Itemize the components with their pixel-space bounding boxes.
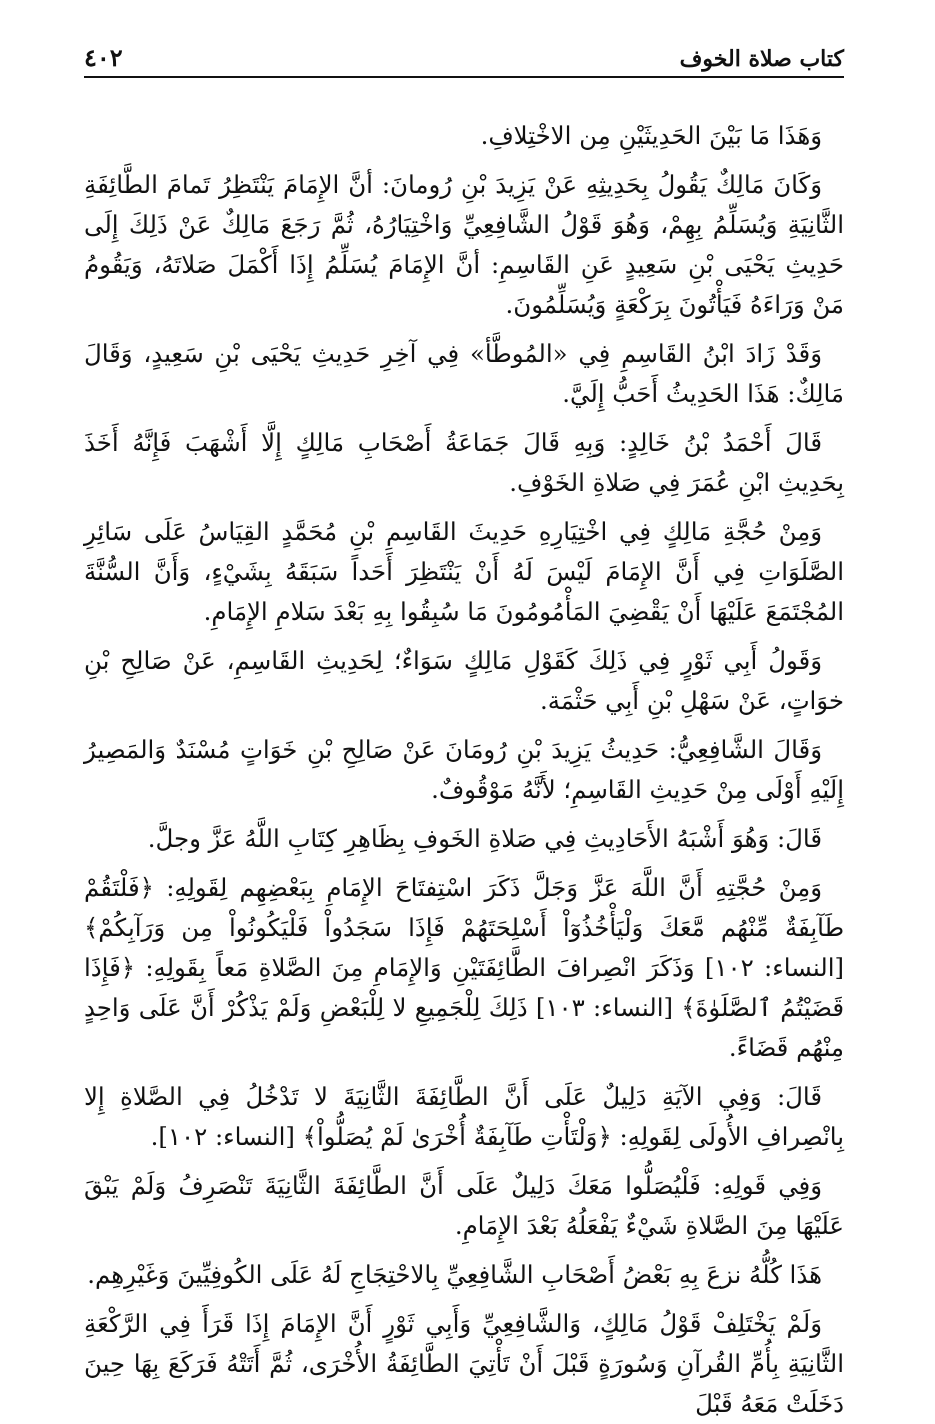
paragraph: هَذَا كُلُّهُ نزعَ بِهِ بَعْضُ أَصْحَابِ الشَّافِعِيِّ بِالاحْتِجَاجِ لَهُ عَلَى الكُوفِيِّينَ وَغَيْرِهِم. [87, 1260, 822, 1289]
document-page [84, 28, 845, 1418]
paragraph: قَالَ أَحْمَدُ بْنُ خَالِدٍ: وَبِهِ قَالَ جَمَاعَةُ أَصْحَابِ مَالِكٍ إِلَّا أَشْهَبَ فَإِنَّهُ أَخَذَ بِحَدِيثِ ابْنِ عُمَرَ فِي صَلاةِ الخَوْفِ. [84, 428, 844, 497]
paragraph: وَكَانَ مَالِكٌ يَقُولُ بِحَدِيثِهِ عَنْ يَزِيدَ بْنِ رُومانَ: أنَّ الإِمَامَ يَنْتَظِرُ تَمامَ الطَّائِفَةِ الثَّانِيَةِ وَيُسَلِّمُ بِهِمْ، وَهُوَ قَوْلُ الشَّافِعِيِّ وَاخْتِيَارُهُ، ثُمَّ رَجَعَ مَالِكٌ عَنْ ذَلِكَ إِلَى حَدِيثِ يَحْيَى بْنِ سَعِيدٍ عَنِ القَاسِمِ: أنَّ الإِمَامَ يُسَلِّمُ إِذَا أَكْمَلَ صَلاتَهُ، وَيَقُومُ مَنْ وَرَاءَهُ فَيَأْتُونَ بِرَكْعَةٍ وَيُسَلِّمُونَ. [84, 170, 844, 319]
paragraph: قَالَ: وَفِي الآيَةِ دَلِيلٌ عَلَى أَنَّ الطَّائِفَةَ الثَّانِيَةَ لا تَدْخُلُ فِي الصَّلاةِ إِلا بِانْصِرافِ الأُولَى لِقَولِهِ: ﴿وَلْتَأْتِ طَآبِفَةٌ أُخْرَىٰ لَمْ يُصَلُّواْ﴾ [النساء: ١٠٢]. [84, 1082, 844, 1151]
paragraph: وَقَدْ زَادَ ابْنُ القَاسِمِ فِي «المُوطَّأ» فِي آخِرِ حَدِيثِ يَحْيَى بْنِ سَعِيدٍ، وَقَالَ مَالِكٌ: هَذَا الحَدِيثُ أَحَبُّ إِلَيَّ. [84, 339, 844, 408]
body-text [84, 116, 844, 1424]
paragraph: وَهَذَا مَا بَيْنَ الحَدِيثَيْنِ مِن الاخْتِلافِ. [480, 121, 822, 150]
paragraph: وَمِنْ حُجَّتِهِ أَنَّ اللَّهَ عَزَّ وَجَلَّ ذَكَرَ اسْتِفتَاحَ الإِمَامِ بِبَعْضِهِم لِقَولِهِ: ﴿فَلْتَقُمْ طَآبِفَةٌ مِّنْهُم مَّعَكَ وَلْيَأْخُذُوٓاْ أَسْلِحَتَهُمْ فَإِذَا سَجَدُواْ فَلْيَكُونُواْ مِن وَرَآبِكُمْ﴾ [النساء: ١٠٢] وَذَكَرَ انْصِرافَ الطَّائِفَتَيْنِ وَالإِمَامِ مِنَ الصَّلاةِ مَعاً بِقَولِهِ: ﴿فَإِذَا قَضَيْتُمُ ٱلصَّلَوٰةَ﴾ [النساء: ١٠٣] ذَلِكَ لِلْجَمِيعِ لا لِلْبَعْضِ وَلَمْ يَذْكُرْ أَنَّ عَلَى وَاحِدٍ مِنْهُم قَضَاءً. [84, 873, 845, 1062]
page-number: ٤٠٢ [84, 43, 123, 72]
paragraph: وَقَولُ أَبِي ثَوْرٍ فِي ذَلِكَ كَقَوْلِ مَالِكٍ سَوَاءٌ؛ لِحَدِيثِ القَاسِمِ، عَنْ صَالِحِ بْنِ خوَاتٍ، عَنْ سَهْلِ بْنِ أَبِي حَثْمَة. [84, 646, 844, 715]
paragraph: وَفِي قَولِهِ: فَلْيُصَلُّوا مَعَكَ دَلِيلٌ عَلَى أَنَّ الطَّائِفَةَ الثَّانِيَةَ تَنْصَرِفُ وَلَمْ يَبْقَ عَلَيْهَا مِنَ الصَّلاةِ شَيْءٌ يَفْعَلُهُ بَعْدَ الإِمَامِ. [84, 1171, 844, 1240]
paragraph: قَالَ: وَهُوَ أَشْبَهُ الأَحَادِيثِ فِي صَلاةِ الخَوفِ بِظَاهِرِ كِتَابِ اللَّهُ عَزَّ وجلَّ. [147, 824, 822, 853]
paragraph: وَلَمْ يَخْتَلِفْ قَوْلُ مَالِكٍ، وَالشَّافِعِيِّ وَأَبِي ثَوْرٍ أَنَّ الإِمَامَ إِذَا قَرَأَ فِي الرَّكْعَةِ الثَّانِيَةِ بِأُمِّ القُرآنِ وَسُورَةٍ قَبْلَ أَنْ تَأْتِيَ الطَّائِفَةُ الأُخْرَى، ثُمَّ أَتَتْهُ فَرَكَعَ بِهَا حِينَ دَخَلَتْ مَعَهُ قَبْلَ [84, 1309, 844, 1418]
paragraph: وَمِنْ حُجَّةِ مَالِكٍ فِي اخْتِيَارِهِ حَدِيثَ القَاسِمِ بْنِ مُحَمَّدٍ القِيَاسُ عَلَى سَائِرِ الصَّلَوَاتِ فِي أَنَّ الإِمَامَ لَيْسَ لَهُ أَنْ يَنْتَظِرَ أَحَداً سَبَقَهُ بِشَيْءٍ، وَأَنَّ السُّنَّةَ المُجْتَمَعَ عَلَيْهَا أَنْ يَقْضِيَ المَأْمُومُونَ مَا سُبِقُوا بِهِ بَعْدَ سَلامِ الإِمَامِ. [84, 517, 844, 626]
running-title: كتاب صلاة الخوف [679, 46, 844, 72]
paragraph: وَقَالَ الشَّافِعِيُّ: حَدِيثُ يَزِيدَ بْنِ رُومَانَ عَنْ صَالِحِ بْنِ خَوَاتٍ مُسْنَدٌ وَالمَصِيرُ إِلَيْهِ أَوْلَى مِنْ حَدِيثِ القَاسِمِ؛ لأَنَّهُ مَوْقُوفٌ. [84, 735, 844, 804]
page-header [84, 28, 844, 78]
